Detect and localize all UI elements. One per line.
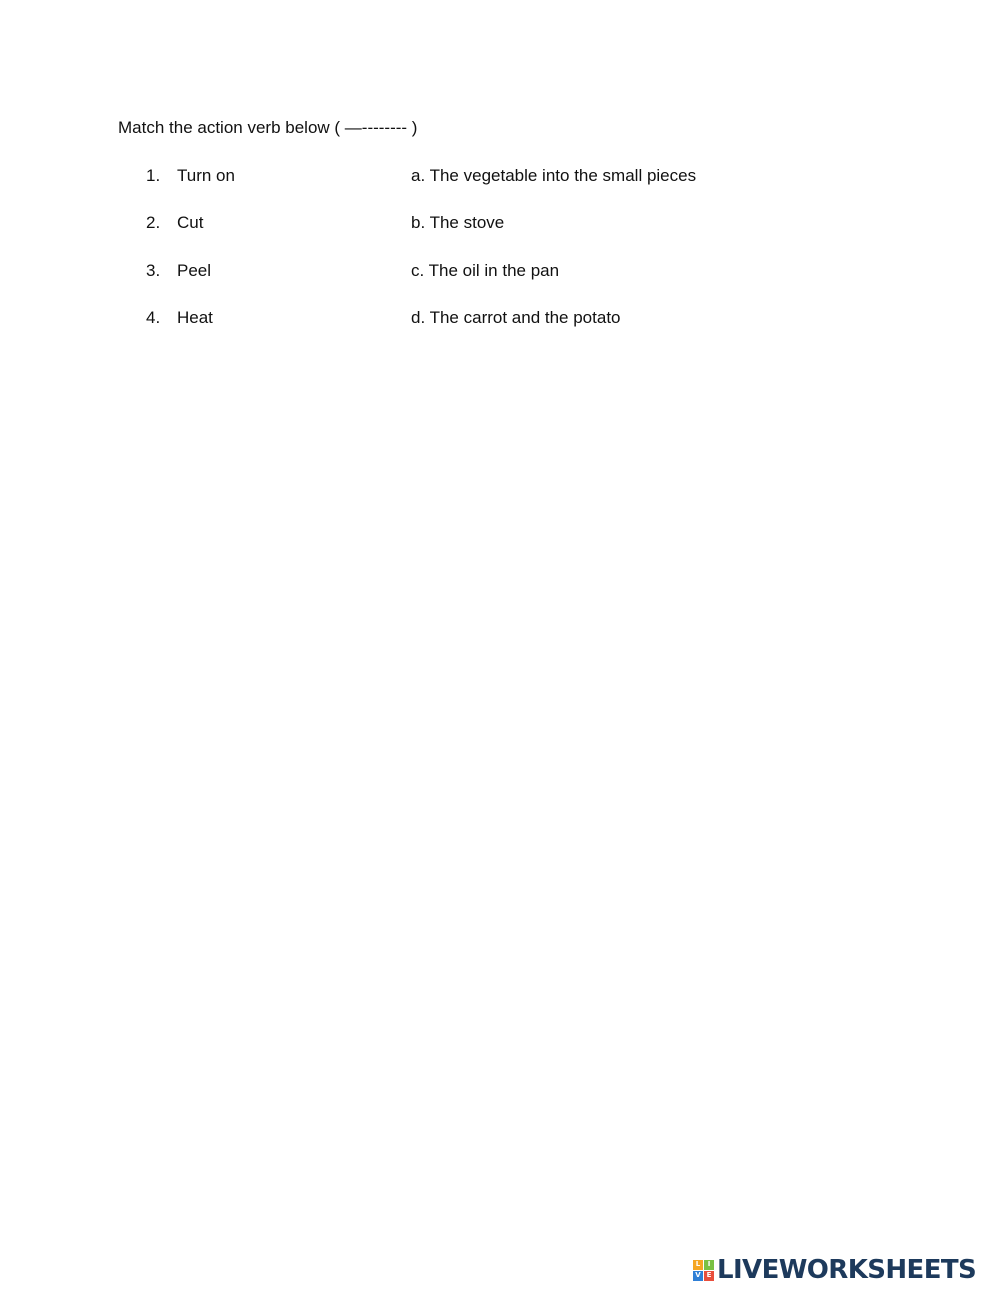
item-number: 1. (146, 166, 161, 185)
logo-tile: E (704, 1271, 714, 1281)
match-phrase: c. The oil in the pan (411, 261, 560, 280)
logo-text: LIVEWORKSHEETS (717, 1255, 977, 1285)
item-number: 4. (146, 308, 161, 327)
match-phrase: b. The stove (411, 213, 505, 232)
match-row (0, 213, 1000, 235)
action-verb: Peel (177, 261, 212, 280)
logo-tile: I (704, 1260, 714, 1270)
match-row (0, 166, 1000, 188)
logo-tile: V (693, 1271, 703, 1281)
liveworksheets-logo (693, 1256, 976, 1284)
action-verb: Cut (177, 213, 204, 232)
item-number: 3. (146, 261, 161, 280)
match-row (0, 261, 1000, 283)
logo-tiles-icon (693, 1260, 714, 1281)
match-phrase: d. The carrot and the potato (411, 308, 621, 327)
action-verb: Turn on (177, 166, 235, 185)
item-number: 2. (146, 213, 161, 232)
logo-tile: L (693, 1260, 703, 1270)
instruction-text: Match the action verb below ( —-------- ) (118, 118, 418, 137)
action-verb: Heat (177, 308, 213, 327)
match-row (0, 308, 1000, 330)
match-phrase: a. The vegetable into the small pieces (411, 166, 697, 185)
